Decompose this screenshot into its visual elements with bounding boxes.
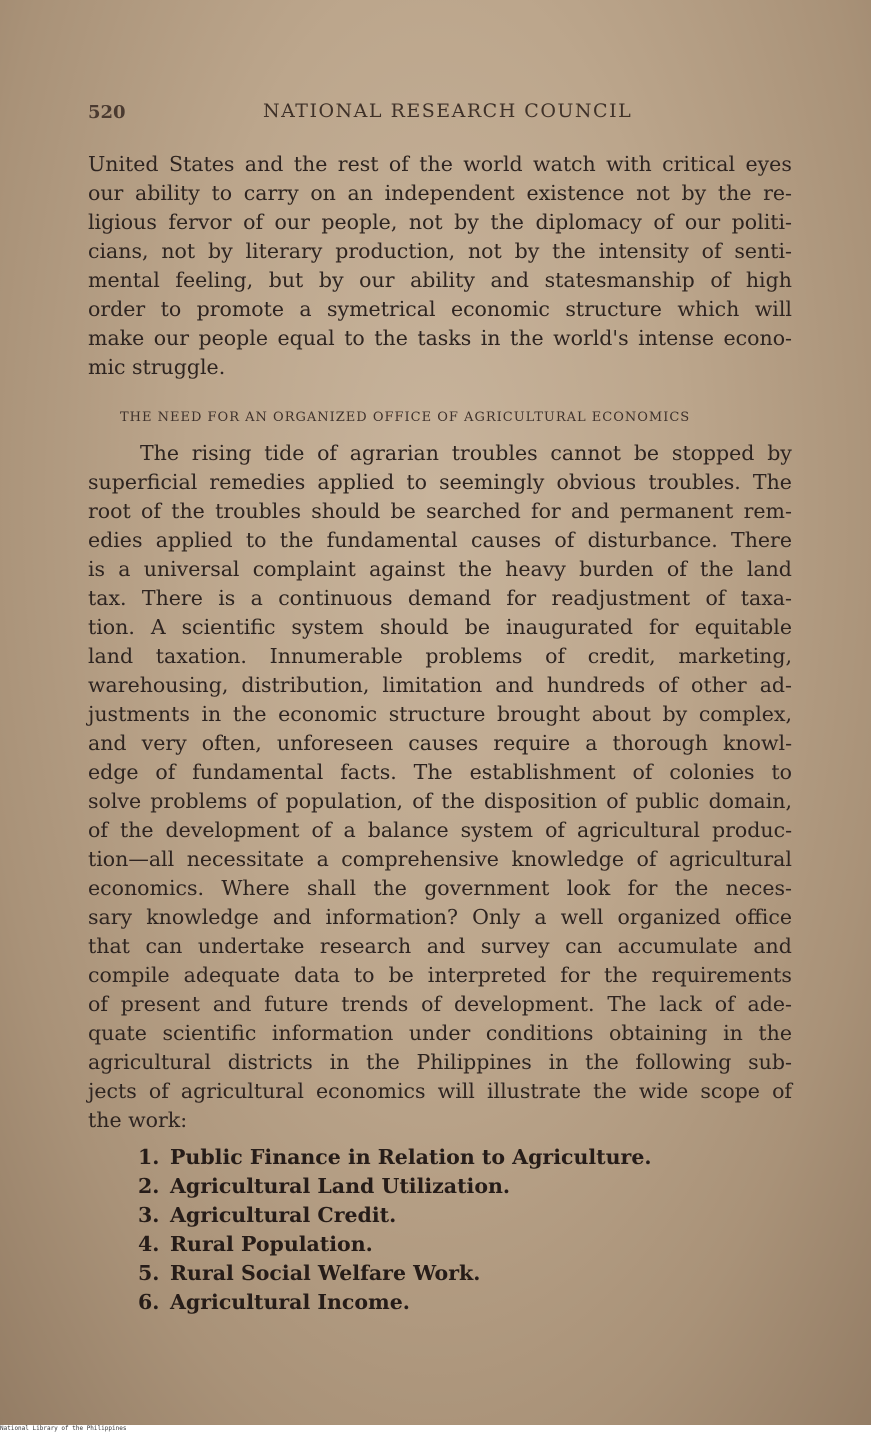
text-line: is a universal complaint against the heavy burden of the land: [88, 557, 792, 581]
list-item-number: 6.: [138, 1290, 160, 1314]
list-item-number: 1.: [138, 1145, 160, 1169]
list-item-text: Agricultural Land Utilization.: [170, 1174, 511, 1198]
list-item: [138, 1143, 652, 1172]
list-item: [138, 1230, 652, 1259]
text-line: of the development of a balance system of agricultural produc-: [88, 818, 792, 842]
text-line: land taxation. Innumerable problems of credit, marketing,: [88, 644, 792, 668]
text-line: mic struggle.: [88, 355, 226, 379]
list-item-number: 4.: [138, 1232, 160, 1256]
text-line: agricultural districts in the Philippines in the following sub-: [88, 1050, 792, 1074]
list-item-text: Public Finance in Relation to Agriculture.: [170, 1145, 652, 1169]
text-line: root of the troubles should be searched for and permanent rem-: [88, 499, 792, 523]
text-line: order to promote a symetrical economic structure which will: [88, 297, 792, 321]
text-line: jects of agricultural economics will illustrate the wide scope of: [88, 1079, 792, 1103]
page-number: 520: [88, 102, 126, 123]
text-line: sary knowledge and information? Only a well organized office: [88, 905, 792, 929]
text-line: superficial remedies applied to seemingly obvious troubles. The: [88, 470, 792, 494]
text-line: our ability to carry on an independent existence not by the re-: [88, 181, 792, 205]
list-item-text: Rural Social Welfare Work.: [170, 1261, 481, 1285]
paragraph-1: [88, 150, 792, 382]
page-header: [88, 100, 788, 128]
text-line: tion—all necessitate a comprehensive knowledge of agricultural: [88, 847, 792, 871]
text-line: justments in the economic structure brought about by complex,: [88, 702, 792, 726]
text-line: that can undertake research and survey can accumulate and: [88, 934, 792, 958]
text-line: of present and future trends of development. The lack of ade-: [88, 992, 792, 1016]
list-item-text: Agricultural Credit.: [170, 1203, 397, 1227]
text-line: United States and the rest of the world watch with critical eyes: [88, 152, 792, 176]
list-item: [138, 1172, 652, 1201]
text-line: and very often, unforeseen causes require a thorough knowl-: [88, 731, 792, 755]
text-line: the work:: [88, 1108, 188, 1132]
list-item-number: 3.: [138, 1203, 160, 1227]
running-head: NATIONAL RESEARCH COUNCIL: [263, 100, 633, 122]
text-line: solve problems of population, of the disposition of public domain,: [88, 789, 792, 813]
list-item-number: 2.: [138, 1174, 160, 1198]
section-heading: THE NEED FOR AN ORGANIZED OFFICE OF AGRICULTURAL ECONOMICS: [120, 410, 691, 425]
text-line: compile adequate data to be interpreted for the requirements: [88, 963, 792, 987]
text-line: The rising tide of agrarian troubles cannot be stopped by: [140, 441, 792, 465]
list-item-text: Agricultural Income.: [170, 1290, 410, 1314]
text-line: warehousing, distribution, limitation and hundreds of other ad-: [88, 673, 792, 697]
text-line: tion. A scientific system should be inaugurated for equitable: [88, 615, 792, 639]
list-item-number: 5.: [138, 1261, 160, 1285]
topic-list: [138, 1143, 652, 1317]
list-item: [138, 1259, 652, 1288]
list-item: [138, 1288, 652, 1317]
text-line: cians, not by literary production, not by the intensity of senti-: [88, 239, 792, 263]
text-line: tax. There is a continuous demand for readjustment of taxa-: [88, 586, 792, 610]
footer-credit: National Library of the Philippines: [0, 1425, 127, 1432]
list-item: [138, 1201, 652, 1230]
text-line: quate scientific information under conditions obtaining in the: [88, 1021, 792, 1045]
text-line: edge of fundamental facts. The establishment of colonies to: [88, 760, 792, 784]
text-line: ligious fervor of our people, not by the diplomacy of our politi-: [88, 210, 792, 234]
text-line: make our people equal to the tasks in the world's intense econo-: [88, 326, 792, 350]
paragraph-2: [88, 439, 792, 1135]
list-item-text: Rural Population.: [170, 1232, 373, 1256]
text-line: edies applied to the fundamental causes of disturbance. There: [88, 528, 792, 552]
text-line: mental feeling, but by our ability and statesmanship of high: [88, 268, 792, 292]
text-line: economics. Where shall the government look for the neces-: [88, 876, 792, 900]
